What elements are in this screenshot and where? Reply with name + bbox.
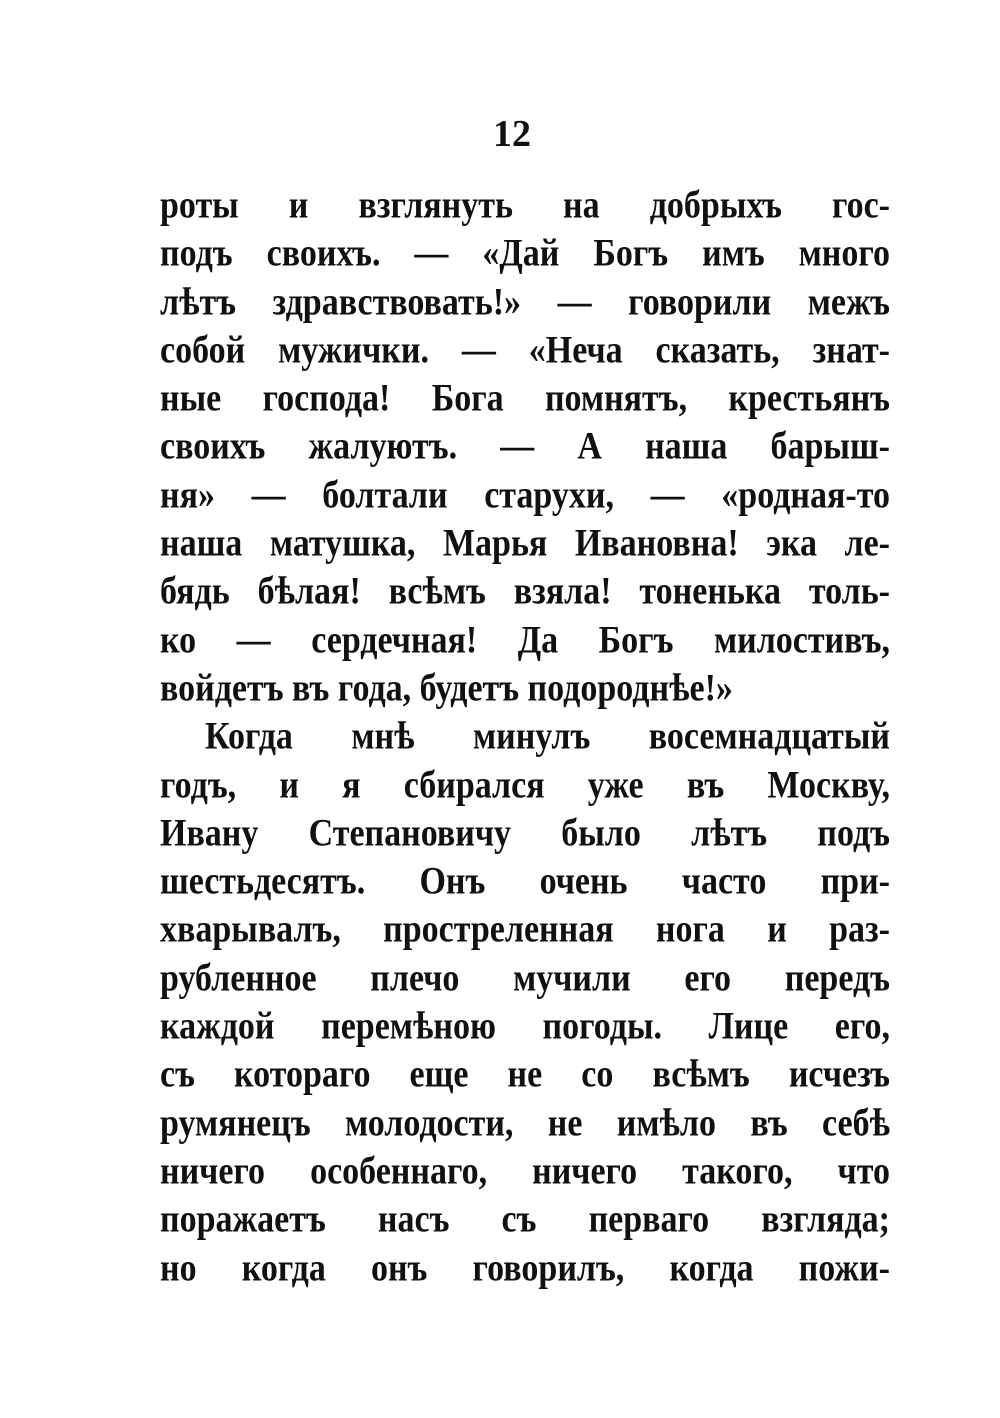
text-line: лѣтъ здравствовать!» — говорили межъ xyxy=(160,280,890,324)
text-line: войдетъ въ года, будетъ подороднѣе!» xyxy=(160,667,733,710)
page-number: 12 xyxy=(493,113,531,155)
text-line: ничего особеннаго, ничего такого, что xyxy=(160,1150,890,1193)
text-line: съ котораго еще не со всѣмъ исчезъ xyxy=(160,1053,890,1097)
text-line: подъ своихъ. — «Дай Богъ имъ много xyxy=(160,232,890,275)
text-line: ко — сердечная! Да Богъ милостивъ, xyxy=(160,618,890,662)
text-line: хварывалъ, простреленная нога и раз- xyxy=(160,908,890,952)
body-text xyxy=(160,182,890,1293)
text-line: рубленное плечо мучили его передъ xyxy=(160,956,890,1000)
text-line: своихъ жалуютъ. — А наша барыш- xyxy=(160,425,890,469)
text-line: шестьдесятъ. Онъ очень часто при- xyxy=(160,860,890,903)
text-line: Ивану Степановичу было лѣтъ подъ xyxy=(160,811,890,855)
text-line: каждой перемѣною погоды. Лице его, xyxy=(160,1005,890,1048)
text-line: годъ, и я сбирался уже въ Москву, xyxy=(160,763,890,807)
text-line: собой мужички. — «Неча сказать, знат- xyxy=(160,329,890,372)
text-line: румянецъ молодости, не имѣло въ себѣ xyxy=(160,1101,890,1145)
text-line: ня» — болтали старухи, — «родная-то xyxy=(160,473,890,517)
text-line: Когда мнѣ минулъ восемнадцатый xyxy=(205,715,890,758)
text-line: ные господа! Бога помнятъ, крестьянъ xyxy=(160,377,890,420)
text-line: бядь бѣлая! всѣмъ взяла! тоненька толь- xyxy=(160,570,890,614)
paragraph-1 xyxy=(160,182,890,713)
text-line: но когда онъ говорилъ, когда пожи- xyxy=(160,1246,890,1290)
text-line: поражаетъ насъ съ перваго взгляда; xyxy=(160,1198,890,1241)
text-line: наша матушка, Марья Ивановна! эка ле- xyxy=(160,522,890,565)
text-line: роты и взглянуть на добрыхъ гос- xyxy=(160,184,890,227)
paragraph-2 xyxy=(160,713,890,1293)
